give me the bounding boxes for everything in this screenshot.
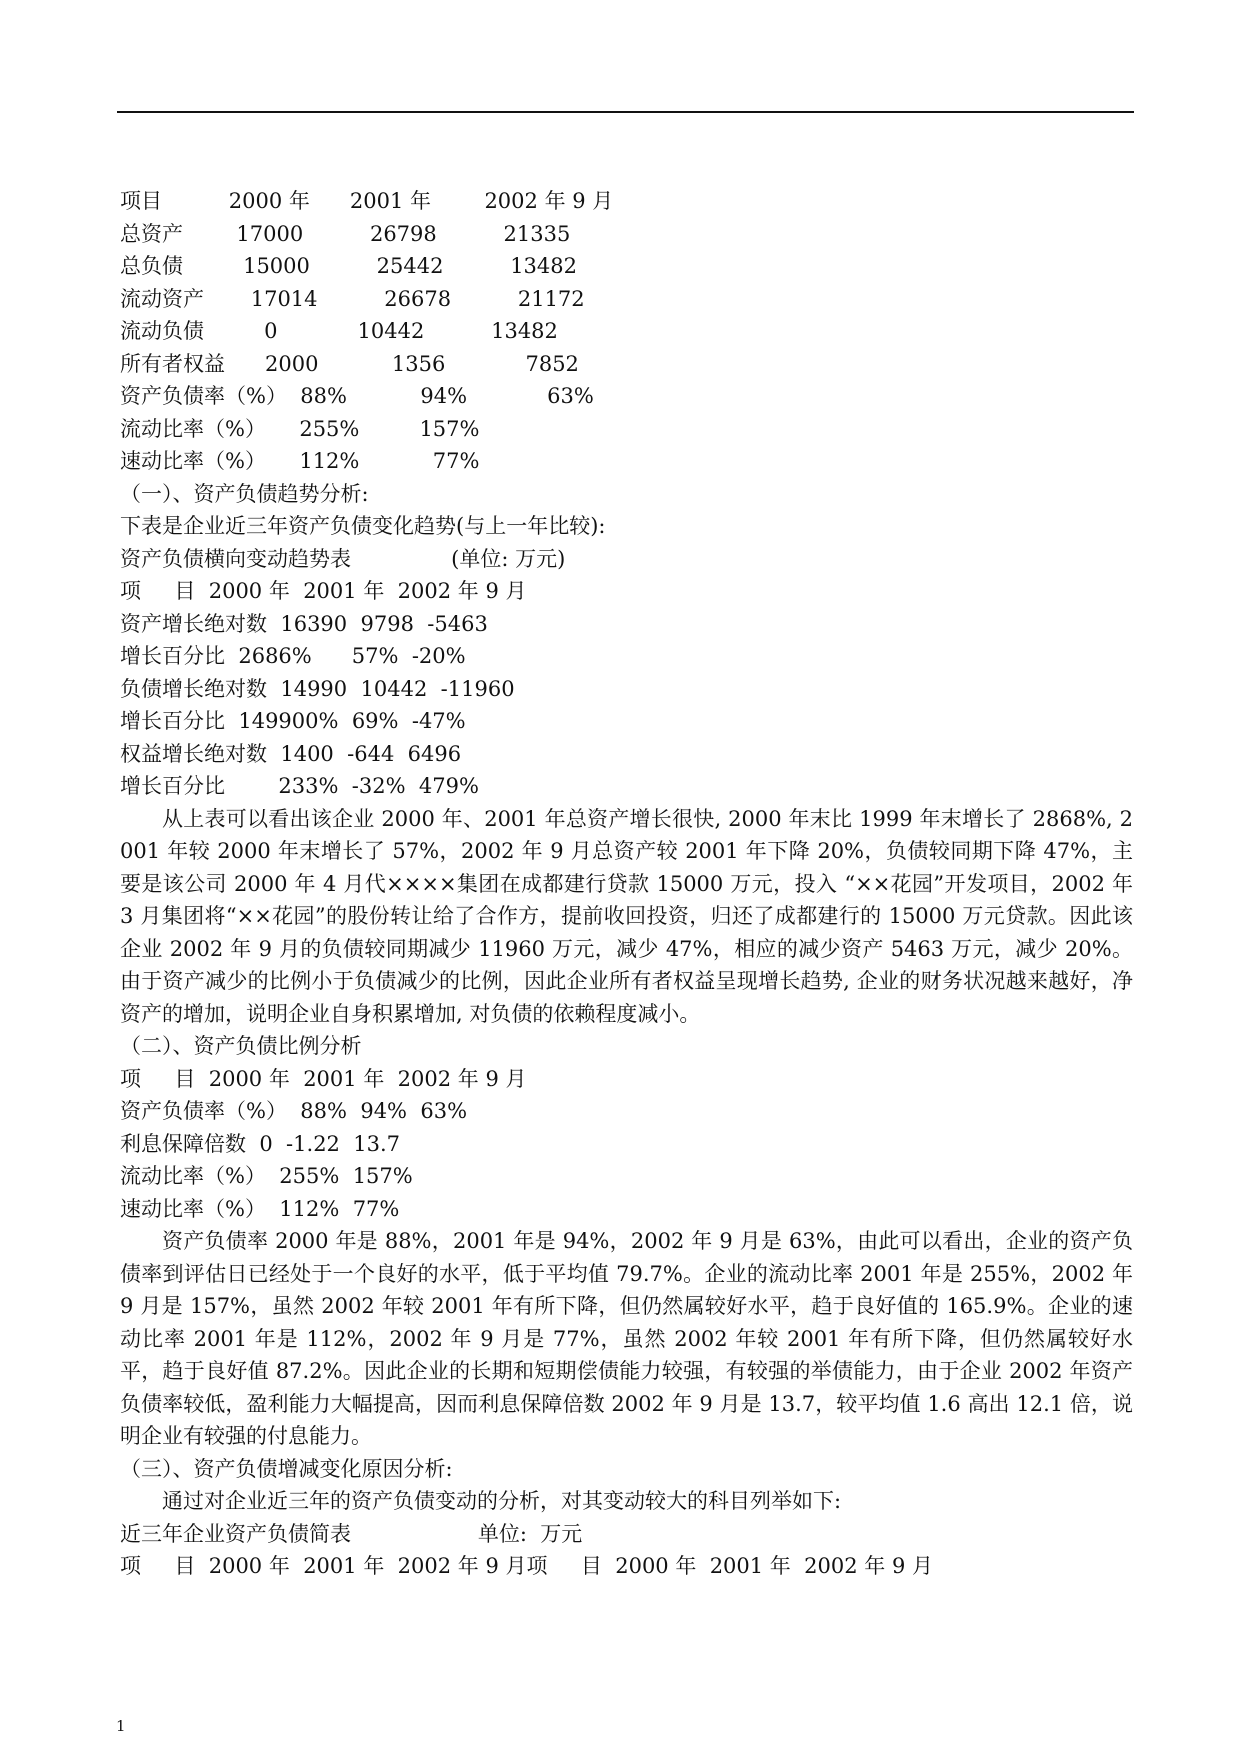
summary-row-debt-ratio: 资产负债率（%） 88% 94% 63% <box>120 384 594 408</box>
header-rule <box>117 111 1134 113</box>
trend-table-header: 项 目 2000 年 2001 年 2002 年 9 月 <box>120 579 527 603</box>
ratio-row-interest-coverage: 利息保障倍数 0 -1.22 13.7 <box>120 1131 401 1156</box>
trend-row-liability-growth: 负债增长绝对数 14990 10442 -11960 <box>120 676 515 701</box>
trend-row-liability-growth-pct: 增长百分比 149900% 69% -47% <box>120 709 466 733</box>
section1-intro: 下表是企业近三年资产负债变化趋势(与上一年比较): <box>120 514 606 538</box>
section1-heading: （一）、资产负债趋势分析: <box>120 481 369 506</box>
summary-row-current-liabilities: 流动负债 0 10442 13482 <box>120 319 558 343</box>
section2-heading: （二）、资产负债比例分析 <box>120 1034 362 1058</box>
section3-table-header: 项 目 2000 年 2001 年 2002 年 9 月项 目 2000 年 2001 年 2002 年 9 月 <box>120 1554 933 1578</box>
page-number: 1 <box>116 1717 126 1735</box>
section1-paragraph: 从上表可以看出该企业 2000 年、2001 年总资产增长很快, 2000 年末比 1999 年末增长了 2868%, 2001 年较 2000 年末增长了 57%，2002 年 9 月总资产较 2001 年下降 20%，负债较同期下降 47%，主要是该公司 2000 年 4 月代××××集团在成都建行贷款 15000 万元，投入 “××花园”开发项目，2002 年 3 月集团将“××花园”的股份转让给了合作方，提前收回投资，归还了成都建行的 15000 万元贷款。因此该企业 2002 年 9 月的负债较同期减少 11960 万元，减少 47%，相应的减少资产 5463 万元，减少 20%。由于资产减少的比例小于负债减少的比例，因此企业所有者权益呈现增长趋势, 企业的财务状况越来越好，净资产的增加，说明企业自身积累增加, 对负债的依赖程度减小。 <box>120 806 1133 1026</box>
section3-intro: 通过对企业近三年的资产负债变动的分析，对其变动较大的科目列举如下: <box>162 1489 842 1513</box>
summary-table-header: 项目 2000 年 2001 年 2002 年 9 月 <box>120 189 614 213</box>
summary-row-quick-ratio: 速动比率（%） 112% 77% <box>120 449 480 473</box>
summary-row-current-assets: 流动资产 17014 26678 21172 <box>120 286 585 311</box>
trend-row-equity-growth: 权益增长绝对数 1400 -644 6496 <box>120 741 462 766</box>
document-body <box>120 185 1133 1583</box>
section1-table-title: 资产负债横向变动趋势表 (单位: 万元) <box>120 546 566 571</box>
summary-table <box>120 185 1133 478</box>
section2-paragraph: 资产负债率 2000 年是 88%，2001 年是 94%，2002 年 9 月是 63%，由此可以看出，企业的资产负债率到评估日已经处于一个良好的水平，低于平均值 79.7%。企业的流动比率 2001 年是 255%，2002 年 9 月是 157%，虽然 2002 年较 2001 年有所下降，但仍然属较好水平，趋于良好值的 165.9%。企业的速动比率 2001 年是 112%，2002 年 9 月是 77%，虽然 2002 年较 2001 年有所下降，但仍然属较好水平，趋于良好值 87.2%。因此企业的长期和短期偿债能力较强，有较强的举债能力，由于企业 2002 年资产负债率较低，盈利能力大幅提高，因而利息保障倍数 2002 年 9 月是 13.7，较平均值 1.6 高出 12.1 倍，说明企业有较强的付息能力。 <box>120 1229 1133 1448</box>
summary-row-total-assets: 总资产 17000 26798 21335 <box>120 221 571 246</box>
trend-row-equity-growth-pct: 增长百分比 233% -32% 479% <box>120 774 479 798</box>
summary-row-owners-equity: 所有者权益 2000 1356 7852 <box>120 351 579 376</box>
trend-table <box>120 575 1133 803</box>
trend-row-asset-growth-pct: 增长百分比 2686% 57% -20% <box>120 644 466 668</box>
ratio-row-current-ratio: 流动比率（%） 255% 157% <box>120 1164 413 1188</box>
ratio-row-debt-ratio: 资产负债率（%） 88% 94% 63% <box>120 1099 468 1123</box>
trend-row-asset-growth: 资产增长绝对数 16390 9798 -5463 <box>120 611 488 636</box>
section3-heading: （三）、资产负债增减变化原因分析: <box>120 1456 453 1481</box>
ratio-table-header: 项 目 2000 年 2001 年 2002 年 9 月 <box>120 1066 527 1091</box>
section3-table-title: 近三年企业资产负债简表 单位: 万元 <box>120 1521 583 1546</box>
summary-row-total-liabilities: 总负债 15000 25442 13482 <box>120 254 577 278</box>
ratio-table <box>120 1063 1133 1226</box>
summary-row-current-ratio: 流动比率（%） 255% 157% <box>120 416 480 441</box>
ratio-row-quick-ratio: 速动比率（%） 112% 77% <box>120 1196 400 1221</box>
